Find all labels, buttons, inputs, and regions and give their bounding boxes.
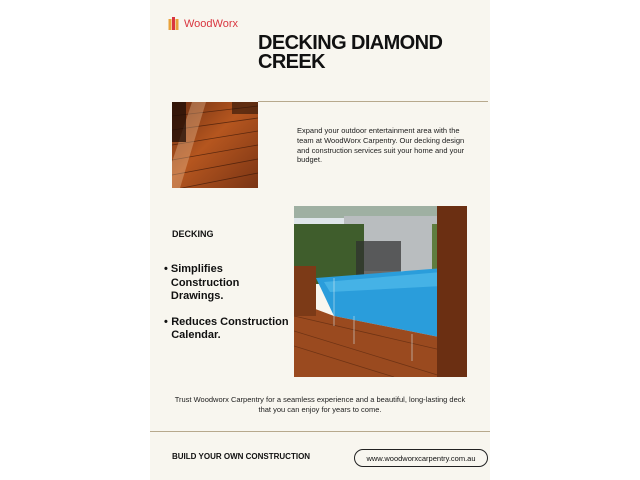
list-item-text: Simplifies Construction Drawings. — [170, 263, 240, 302]
woodworx-logo-icon — [168, 16, 179, 31]
section-label: DECKING — [172, 229, 214, 239]
brand-logo[interactable] — [168, 16, 238, 31]
cta-text: BUILD YOUR OWN CONSTRUCTION — [172, 452, 311, 461]
top-divider — [258, 101, 488, 102]
wood-deck-image — [172, 102, 258, 188]
page-title: DECKING DIAMOND CREEK — [258, 32, 443, 73]
list-item — [164, 263, 294, 304]
list-item — [164, 316, 294, 343]
pool-deck-image — [294, 206, 467, 377]
flyer-page — [150, 0, 490, 480]
intro-paragraph: Expand your outdoor entertainment area with the team at WoodWorx Carpentry. Our decking design and construction services suit your home and your budget. — [297, 126, 465, 165]
bullet-icon: • — [164, 263, 168, 275]
bottom-divider — [150, 431, 490, 432]
brand-name: WoodWorx — [184, 17, 239, 30]
website-link[interactable] — [354, 449, 488, 467]
list-item-text: Reduces Construction Calendar. — [171, 315, 289, 341]
benefit-list — [164, 263, 294, 355]
closing-paragraph: Trust Woodworx Carpentry for a seamless experience and a beautiful, long-lasting deck that you can enjoy for years to come. — [174, 395, 466, 414]
website-url: www.woodworxcarpentry.com.au — [366, 453, 476, 463]
bullet-icon: • — [164, 315, 168, 328]
